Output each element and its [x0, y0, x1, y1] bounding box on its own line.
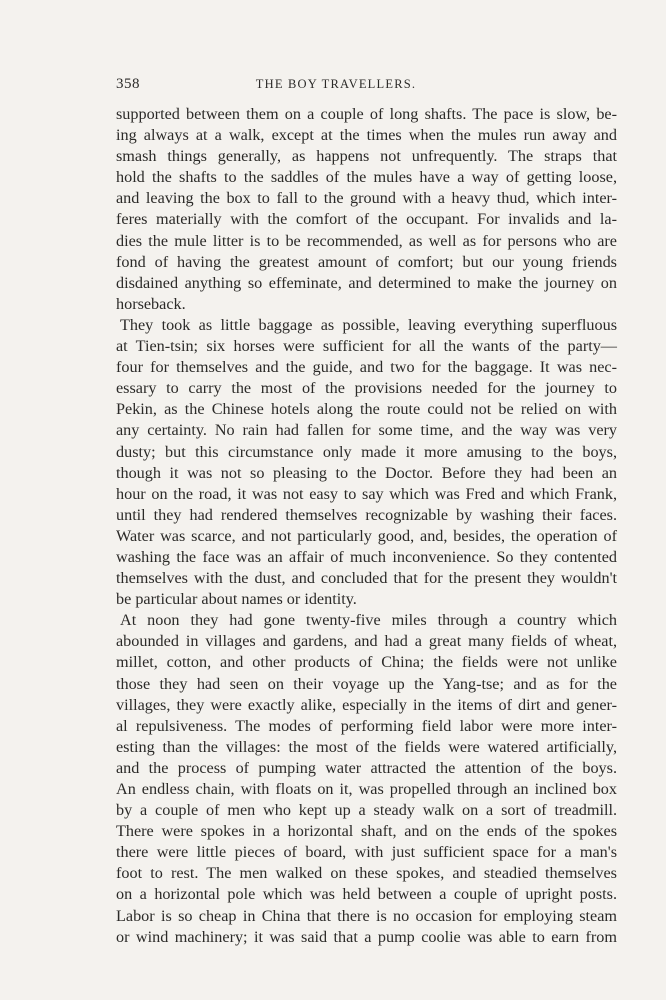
- text-line: millet, cotton, and other products of China; the fields were not unlike: [116, 653, 617, 672]
- text-line: at Tien-tsin; six horses were sufficient for all the wants of the party—: [116, 337, 617, 356]
- running-head: [116, 76, 556, 96]
- text-line: There were spokes in a horizontal shaft, and on the ends of the spokes: [116, 822, 617, 841]
- text-line: disdained anything so effeminate, and determined to make the journey on: [116, 273, 617, 292]
- text-line: those they had seen on their voyage up the Yang-tse; and as for the: [116, 674, 617, 693]
- text-line: four for themselves and the guide, and two for the baggage. It was nec-: [116, 358, 617, 377]
- text-line: themselves with the dust, and concluded that for the present they wouldn't: [116, 569, 617, 588]
- text-line: washing the face was an affair of much inconvenience. So they contented: [116, 547, 617, 566]
- page-number: 358: [116, 76, 140, 92]
- text-line: foot to rest. The men walked on these spokes, and steadied themselves: [116, 864, 617, 883]
- text-line: feres materially with the comfort of the occupant. For invalids and la-: [116, 210, 617, 229]
- text-line: and the process of pumping water attracted the attention of the boys.: [116, 758, 617, 777]
- text-line: dusty; but this circumstance only made it more amusing to the boys,: [116, 442, 617, 461]
- text-line: horseback.: [116, 294, 186, 313]
- text-line: al repulsiveness. The modes of performing field labor were more inter-: [116, 716, 617, 735]
- text-line: Labor is so cheap in China that there is no occasion for employing steam: [116, 906, 617, 925]
- text-line: any certainty. No rain had fallen for some time, and the way was very: [116, 421, 617, 440]
- text-line: villages, they were exactly alike, especially in the items of dirt and gener-: [116, 695, 617, 714]
- text-line: hour on the road, it was not easy to say which was Fred and which Frank,: [116, 484, 617, 503]
- text-line: fond of having the greatest amount of comfort; but our young friends: [116, 252, 617, 271]
- text-line: or wind machinery; it was said that a pump coolie was able to earn from: [116, 927, 617, 946]
- text-line: hold the shafts to the saddles of the mules have a way of getting loose,: [116, 168, 617, 187]
- text-line: and leaving the box to fall to the ground with a heavy thud, which inter-: [116, 189, 617, 208]
- text-line: ing always at a walk, except at the times when the mules run away and: [116, 126, 617, 145]
- text-line: Pekin, as the Chinese hotels along the route could not be relied on with: [116, 400, 617, 419]
- text-line: esting than the villages: the most of the fields were watered artificially,: [116, 737, 617, 756]
- text-line: by a couple of men who kept up a steady walk on a sort of treadmill.: [116, 801, 617, 820]
- text-line: be particular about names or identity.: [116, 590, 357, 609]
- text-line: At noon they had gone twenty-five miles through a country which: [120, 611, 617, 630]
- text-line: Water was scarce, and not particularly good, and, besides, the operation of: [116, 526, 617, 545]
- text-line: dies the mule litter is to be recommended, as well as for persons who are: [116, 231, 617, 250]
- text-line: abounded in villages and gardens, and had a great many fields of wheat,: [116, 632, 617, 651]
- text-line: though it was not so pleasing to the Doctor. Before they had been an: [116, 463, 617, 482]
- text-line: on a horizontal pole which was held between a couple of upright posts.: [116, 885, 617, 904]
- text-line: An endless chain, with floats on it, was propelled through an inclined box: [116, 780, 617, 798]
- text-line: They took as little baggage as possible, leaving everything superfluous: [120, 315, 617, 334]
- text-line: supported between them on a couple of long shafts. The pace is slow, be-: [116, 105, 617, 123]
- text-line: essary to carry the most of the provisions needed for the journey to: [116, 379, 617, 398]
- text-line: smash things generally, as happens not unfrequently. The straps that: [116, 147, 617, 166]
- body-text: [116, 104, 617, 948]
- text-line: until they had rendered themselves recognizable by washing their faces.: [116, 505, 617, 524]
- text-line: there were little pieces of board, with just sufficient space for a man's: [116, 843, 617, 862]
- book-title: THE BOY TRAVELLERS.: [255, 77, 417, 91]
